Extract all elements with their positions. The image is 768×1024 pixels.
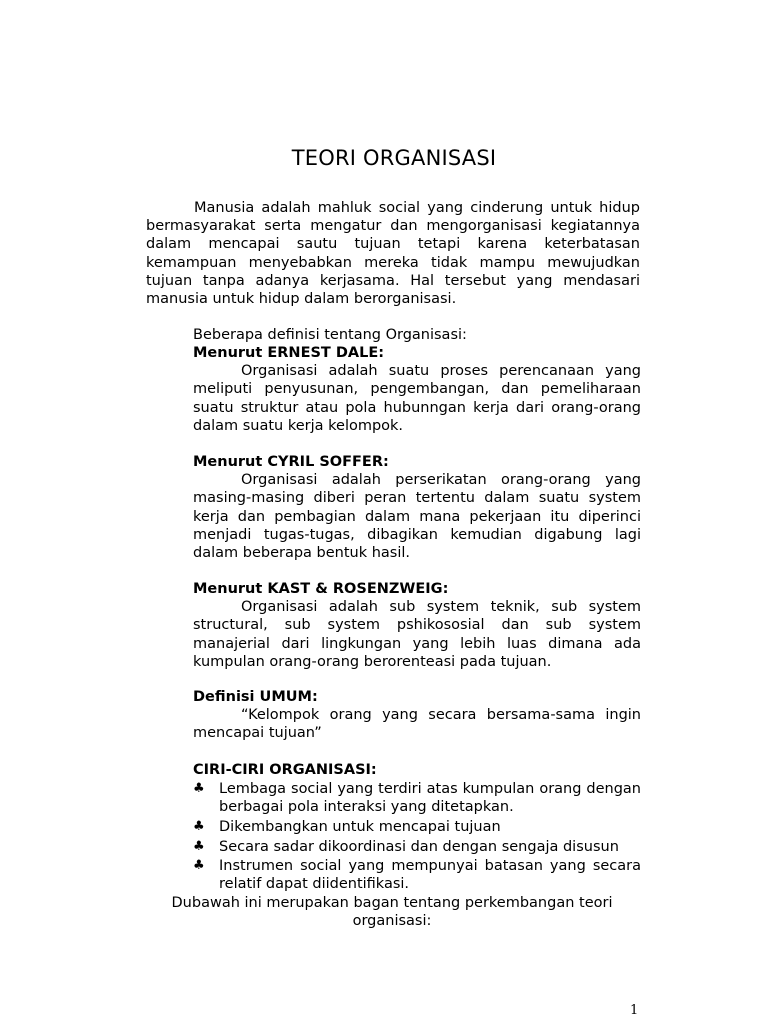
definition-text: “Kelompok orang yang secara bersama-sama ingin mencapai tujuan” — [193, 707, 641, 742]
intro-text: Manusia adalah mahluk social yang cinderung untuk hidup bermasyarakat serta mengatur dan mengorganisasi kegiatannya dalam mencapai sautu tujuan tetapi karena keterbatasan kemampuan menyebabkan mereka tidak mampu mewujudkan tujuan tanpa adanya kerjasama. Hal tersebut yang mendasari manusia untuk hidup dalam berorganisasi. — [146, 200, 640, 308]
page-number: 1 — [630, 1003, 639, 1018]
definition-cyril-soffer — [193, 453, 641, 562]
ciri-list — [193, 780, 641, 893]
club-bullet-icon: ♣ — [193, 857, 205, 873]
list-item-text: Instrumen social yang mempunyai batasan yang secara relatif dapat diidentifikasi. — [219, 857, 641, 893]
definition-heading: Definisi UMUM: — [193, 689, 318, 705]
club-bullet-icon: ♣ — [193, 819, 205, 835]
ciri-heading-text: CIRI-CIRI ORGANISASI: — [193, 762, 377, 778]
definition-kast-rosenzweig — [193, 580, 641, 671]
definition-heading: Menurut CYRIL SOFFER: — [193, 454, 389, 470]
intro-paragraph — [146, 199, 640, 308]
definition-ernest-dale — [193, 344, 641, 435]
definition-umum — [193, 688, 641, 743]
definition-text: Organisasi adalah perserikatan orang-orang yang masing-masing diberi peran tertentu dalam suatu system kerja dan pembagian dalam mana pekerjaan itu diperinci menjadi tugas-tugas, dibagikan kemudian digabung lagi dalam beberapa bentuk hasil. — [193, 472, 641, 562]
page-title: TEORI ORGANISASI — [291, 146, 497, 170]
definition-text: Organisasi adalah sub system teknik, sub system structural, sub system pshikososial dan sub system manajerial dari lingkungan yang lebih luas dimana ada kumpulan orang-orang berorenteasi pada tujuan. — [193, 599, 641, 670]
club-bullet-icon: ♣ — [193, 781, 205, 796]
definitions-intro: Beberapa definisi tentang Organisasi: — [193, 327, 467, 343]
list-item-text: Lembaga social yang terdiri atas kumpulan orang dengan berbagai pola interaksi yang ditetapkan. — [219, 781, 641, 816]
list-item-text: Secara sadar dikoordinasi dan dengan sengaja disusun — [219, 838, 619, 855]
closing-paragraph: Dubawah ini merupakan bagan tentang perkembangan teori organisasi: — [171, 895, 613, 930]
club-bullet-icon: ♣ — [193, 838, 205, 854]
list-item — [193, 780, 641, 816]
definition-text: Organisasi adalah suatu proses perencanaan yang meliputi penyusunan, pengembangan, dan pemeliharaan suatu struktur atau pola hubunngan kerja dari orang-orang dalam suatu kerja kelompok. — [193, 363, 641, 434]
definition-heading: Menurut KAST & ROSENZWEIG: — [193, 581, 449, 597]
ciri-heading — [193, 761, 641, 779]
list-item — [193, 838, 641, 856]
list-item — [193, 857, 641, 893]
list-item-text: Dikembangkan untuk mencapai tujuan — [219, 819, 501, 836]
definition-heading: Menurut ERNEST DALE: — [193, 345, 385, 361]
list-item — [193, 818, 641, 836]
